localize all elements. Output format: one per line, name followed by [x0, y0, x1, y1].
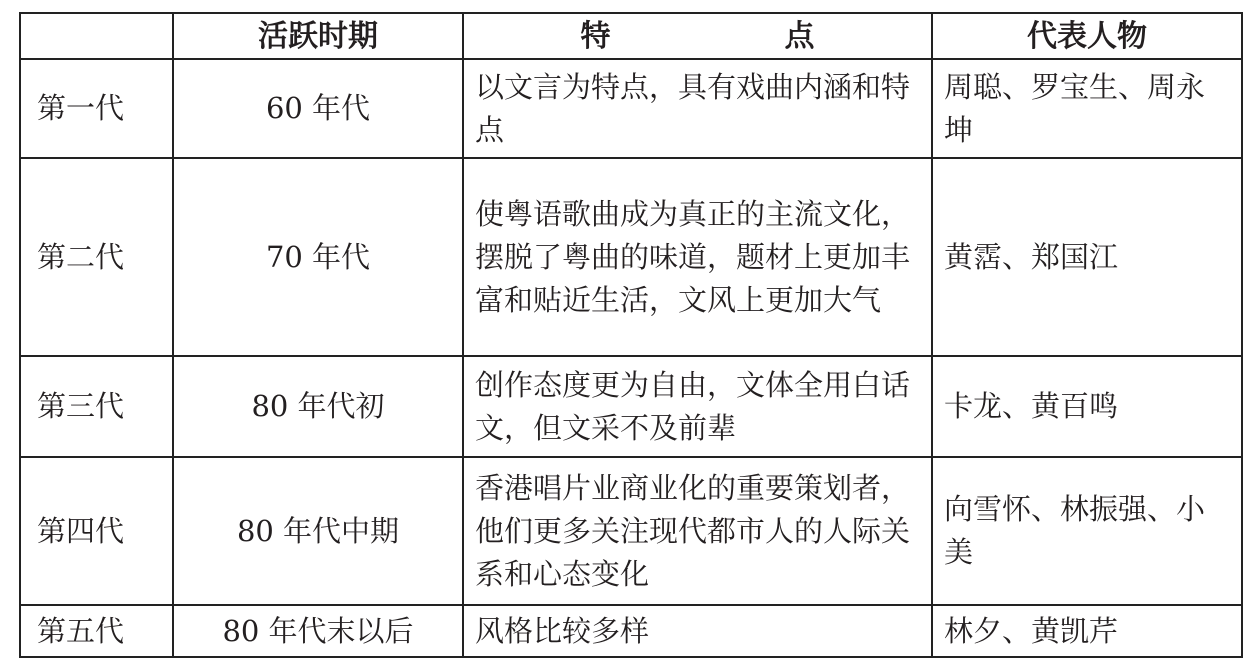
table-row — [20, 158, 1242, 356]
feature-cell: 创作态度更为自由，文体全用白话文，但文采不及前辈 — [463, 356, 932, 457]
feature-cell: 使粤语歌曲成为真正的主流文化，摆脱了粤曲的味道，题材上更加丰富和贴近生活，文风上更加大气 — [463, 158, 932, 356]
period-cell: 70 年代 — [173, 158, 463, 356]
representatives-cell: 周聪、罗宝生、周永坤 — [932, 59, 1242, 158]
generation-cell: 第四代 — [20, 457, 173, 605]
period-cell: 80 年代初 — [173, 356, 463, 457]
header-row — [20, 13, 1242, 59]
representatives-cell: 林夕、黄凯芹 — [932, 605, 1242, 657]
header-features-label: 特 点 — [580, 18, 887, 54]
header-features — [463, 13, 932, 59]
representatives-cell: 黄霑、郑国江 — [932, 158, 1242, 356]
period-cell: 80 年代末以后 — [173, 605, 463, 657]
table-row — [20, 59, 1242, 158]
representatives-cell: 向雪怀、林振强、小美 — [932, 457, 1242, 605]
header-empty-cell — [20, 13, 173, 59]
lyricist-generations-table — [19, 12, 1243, 658]
period-cell: 80 年代中期 — [173, 457, 463, 605]
header-representatives: 代表人物 — [932, 13, 1242, 59]
lyricist-generations-table-wrapper — [19, 12, 1243, 658]
feature-cell: 风格比较多样 — [463, 605, 932, 657]
feature-cell: 以文言为特点，具有戏曲内涵和特点 — [463, 59, 932, 158]
generation-cell: 第二代 — [20, 158, 173, 356]
header-active-period: 活跃时期 — [173, 13, 463, 59]
generation-cell: 第一代 — [20, 59, 173, 158]
generation-cell: 第五代 — [20, 605, 173, 657]
table-row — [20, 356, 1242, 457]
table-row — [20, 457, 1242, 605]
generation-cell: 第三代 — [20, 356, 173, 457]
feature-cell: 香港唱片业商业化的重要策划者，他们更多关注现代都市人的人际关系和心态变化 — [463, 457, 932, 605]
table-row — [20, 605, 1242, 657]
representatives-cell: 卡龙、黄百鸣 — [932, 356, 1242, 457]
period-cell: 60 年代 — [173, 59, 463, 158]
